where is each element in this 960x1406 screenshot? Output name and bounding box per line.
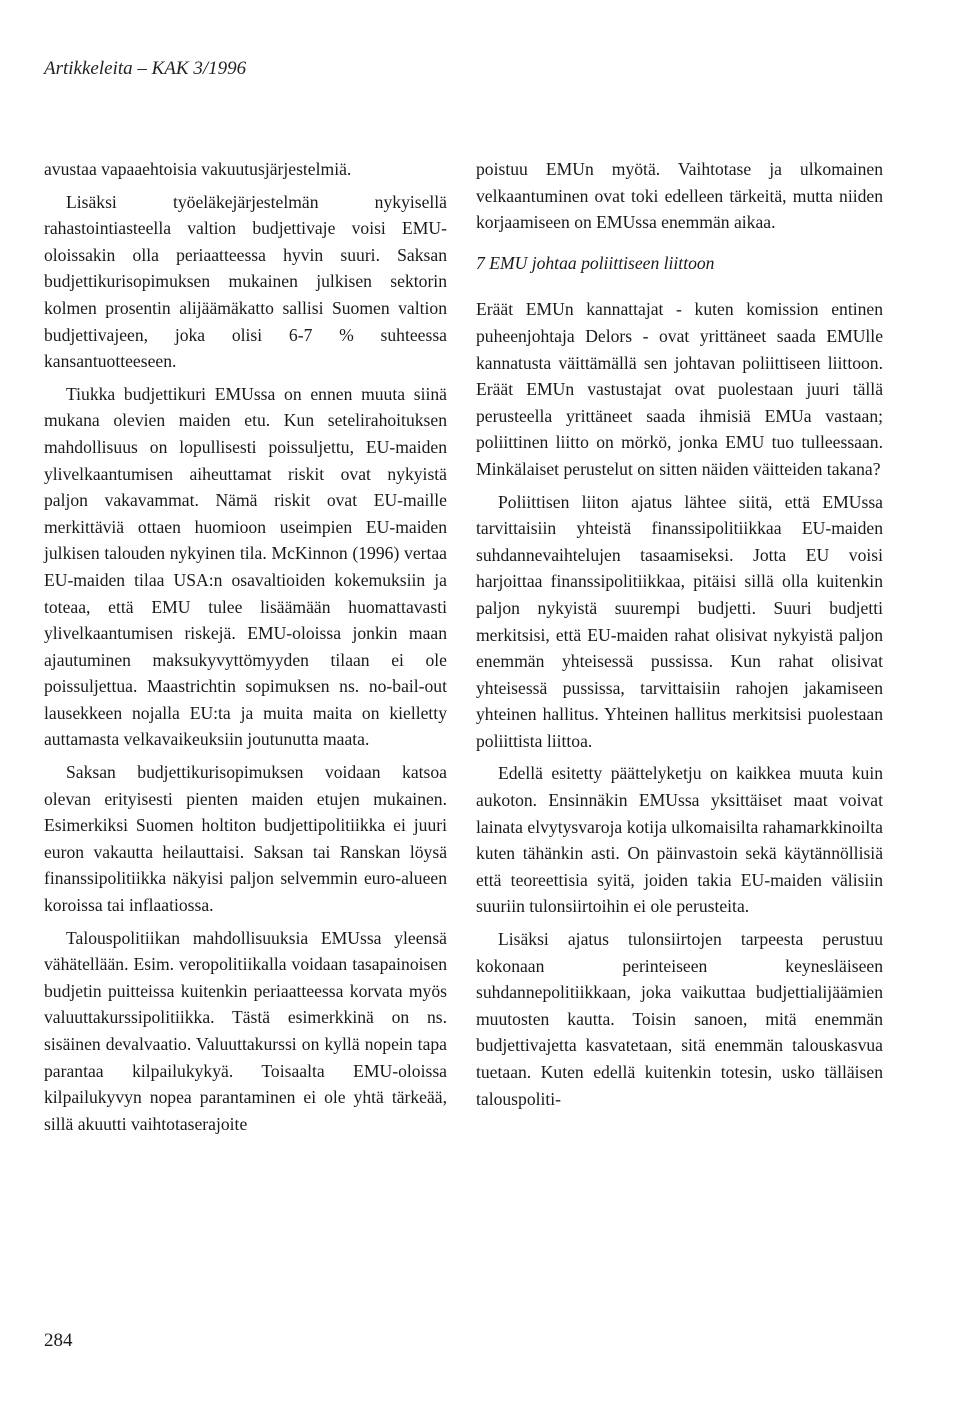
page-number: 284 [44, 1330, 73, 1351]
paragraph: Eräät EMUn kannattajat - kuten komission entinen puheenjohtaja Delors - ovat yrittäneet saada EMUlle kannatusta väittämällä sen johtavan poliittiseen liittoon. Eräät EMUn vastustajat ovat puolestaan juuri tällä perusteella yrittäneet saada ihmisiä EMUa vastaan; poliittinen liitto on mörkö, jonka EMU tuo tulleessaan. Minkälaiset perustelut on sitten näiden väitteiden takana? [476, 299, 883, 479]
running-header: Artikkeleita – KAK 3/1996 [44, 58, 247, 79]
paragraph: Lisäksi ajatus tulonsiirtojen tarpeesta perustuu kokonaan perinteiseen keynesläiseen suhdannepolitiikkaan, joka vaikuttaa budjettialijäämien muutosten kautta. Toisin sanoen, mitä enemmän budjettivajetta kasvatetaan, sitä enemmän talouskasvua tuetaan. Kuten edellä kuitenkin totesin, usko tälläisen talouspoliti- [476, 929, 883, 1109]
paragraph: avustaa vapaaehtoisia vakuutusjärjestelmiä. [44, 159, 352, 179]
section-heading: 7 EMU johtaa poliittiseen liittoon [476, 252, 715, 273]
paragraph: Talouspolitiikan mahdollisuuksia EMUssa yleensä vähätellään. Esim. veropolitiikalla voidaan tasapainoisen budjetin puitteissa kuitenkin periaatteessa korvata myös valuuttakurssipolitiikka. Tästä esimerkkinä on ns. sisäinen devalvaatio. Valuuttakurssi on kyllä nopein tapa parantaa kilpailukykyä. Toisaalta EMU-oloissa kilpailukyvyn nopea parantaminen ei ole yhtä tärkeää, sillä akuutti vaihtotaserajoite [44, 927, 447, 1134]
paragraph: poistuu EMUn myötä. Vaihtotase ja ulkomainen velkaantuminen ovat toki edelleen tärkeitä, mutta niiden korjaamiseen on EMUssa enemmän aikaa. [476, 159, 883, 233]
paragraph: Saksan budjettikurisopimuksen voidaan katsoa olevan erityisesti pienten maiden etujen mukainen. Esimerkiksi Suomen holtiton budjettipolitiikka ei juuri euron vakautta heilauttaisi. Saksan tai Ranskan löysä finanssipolitiikka näkyisi paljon selvemmin euro-alueen koroissa tai inflaatiossa. [44, 762, 447, 916]
paragraph: Edellä esitetty päättelyketju on kaikkea muuta kuin aukoton. Ensinnäkin EMUssa yksittäiset maat voivat lainata elvytysvaroja kotija ulkomaisilta rahamarkkinoilta kuten tähänkin asti. On päinvastoin sekä käytännöllisiä että teoreettisia syitä, joiden takia EU-maiden välisiin suuriin tulonsiirtoihin ei ole perusteita. [476, 763, 883, 917]
paragraph: Poliittisen liiton ajatus lähtee siitä, että EMUssa tarvittaisiin yhteistä finanssipolitiikkaa EU-maiden suhdannevaihtelujen tasaamiseksi. Jotta EU voisi harjoittaa finanssipolitiikkaa, pitäisi sillä olla kuitenkin paljon nykyistä suurempi budjetti. Suuri budjetti merkitsisi, että EU-maiden rahat olisivat nykyistä paljon enemmän yhteisessä pussissa. Kun rahat olisivat yhteisessä pussissa, tarvittaisiin rahojen jakamiseen yhteinen hallitus. Yhteinen hallitus merkitsisi puolestaan poliittista liittoa. [476, 491, 883, 751]
right-text-column [476, 156, 883, 1118]
left-text-column [44, 156, 447, 1143]
paragraph: Lisäksi työeläkejärjestelmän nykyisellä rahastointiasteella valtion budjettivaje voisi EMU-oloissakin olla periaatteessa hyvin suuri. Saksan budjettikurisopimuksen mukainen julkisen sektorin kolmen prosentin alijäämäkatto sallisi Suomen valtion budjettivajeen, joka olisi 6-7 % suhteessa kansantuotteeseen. [44, 191, 447, 372]
paragraph: Tiukka budjettikuri EMUssa on ennen muuta siinä mukana olevien maiden etu. Kun setelirahoituksen mahdollisuus on lopullisesti poissuljettu, EU-maiden ylivelkaantumisen aiheuttamat riskit ovat nykyistä paljon vakavammat. Nämä riskit ovat EU-maille merkittäviä ottaen huomioon useimpien EU-maiden julkisen talouden nykyinen tila. McKinnon (1996) vertaa EU-maiden tilaa USA:n osavaltioiden kokemuksiin ja toteaa, että EMU tulee lisäämään huomattavasti ylivelkaantumisen riskejä. EMU-oloissa jonkin maan ajautuminen maksukyvyttömyyden tilaan ei ole poissuljettua. Maastrichtin sopimuksen ns. no-bail-out lausekkeen nojalla EU:ta ja muita maita on kielletty auttamasta velkavaikeuksiin joutunutta maata. [44, 383, 447, 750]
